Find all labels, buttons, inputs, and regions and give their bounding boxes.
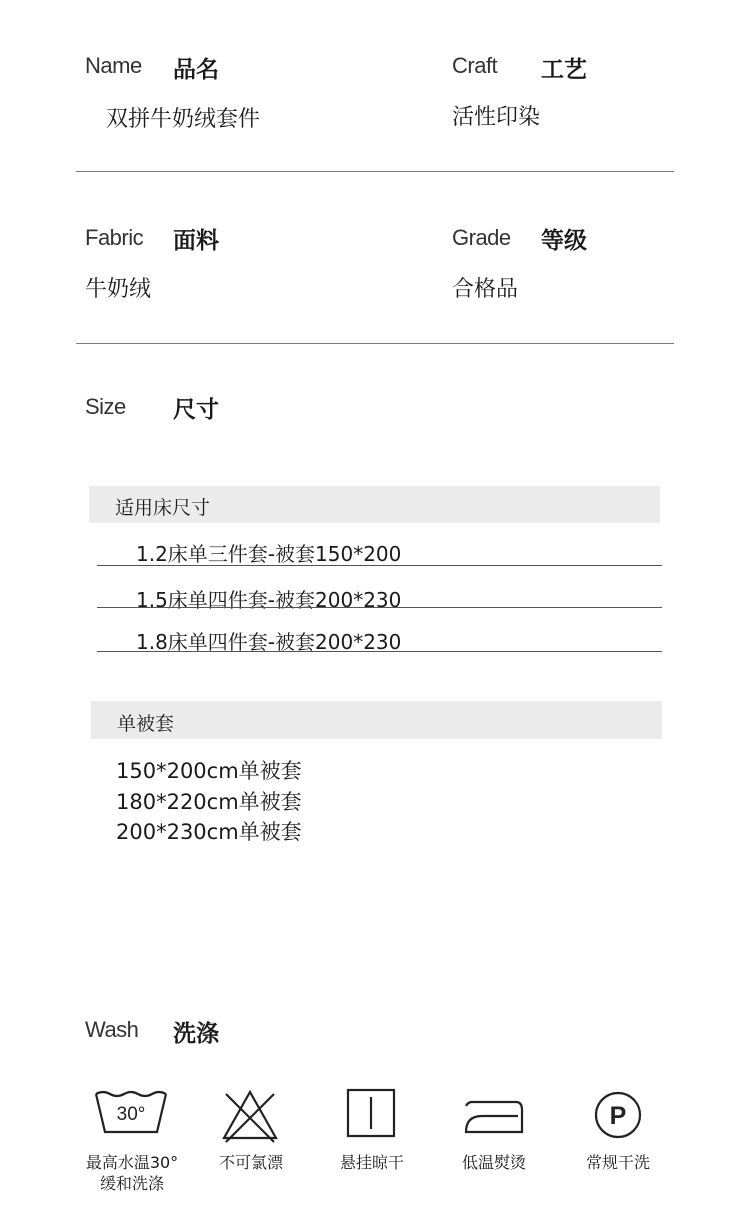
bed-size-header-bar bbox=[89, 486, 660, 523]
quilt-cover-header-bar bbox=[91, 701, 662, 739]
wash-temp-text: 30° bbox=[116, 1104, 146, 1125]
craft-label-cn: 工艺 bbox=[541, 57, 587, 83]
grade-value: 合格品 bbox=[452, 277, 519, 302]
table-row: 1.5床单四件套-被套200*230 bbox=[136, 588, 402, 612]
table-row: 1.8床单四件套-被套200*230 bbox=[136, 630, 402, 654]
dry-clean-letter: P bbox=[609, 1102, 627, 1130]
divider bbox=[76, 171, 674, 172]
divider bbox=[76, 343, 674, 344]
craft-value: 活性印染 bbox=[452, 105, 541, 130]
wash-30-icon bbox=[91, 1086, 171, 1146]
grade-label-en: Grade bbox=[452, 225, 511, 250]
iron-low-icon bbox=[454, 1086, 534, 1146]
wash-30-label bbox=[67, 1152, 197, 1194]
grade-label-cn: 等级 bbox=[541, 228, 587, 254]
row-divider bbox=[97, 651, 662, 652]
wash-label-en: Wash bbox=[85, 1017, 139, 1042]
quilt-cover-header: 单被套 bbox=[117, 713, 175, 735]
list-item: 180*220cm单被套 bbox=[116, 790, 302, 814]
list-item: 150*200cm单被套 bbox=[116, 759, 302, 783]
line-dry-label: 悬挂晾干 bbox=[339, 1153, 404, 1172]
bed-size-header: 适用床尺寸 bbox=[115, 497, 211, 519]
craft-label-en: Craft bbox=[452, 53, 498, 78]
no-bleach-icon bbox=[210, 1086, 290, 1146]
no-bleach-label: 不可氯漂 bbox=[218, 1153, 283, 1172]
name-label-en: Name bbox=[85, 53, 142, 78]
row-divider bbox=[97, 565, 662, 566]
name-label-cn: 品名 bbox=[173, 57, 219, 83]
wash-30-label-line2: 缓和洗涤 bbox=[99, 1174, 164, 1193]
iron-low-label: 低温熨烫 bbox=[461, 1153, 526, 1172]
row-divider bbox=[97, 607, 662, 608]
name-value: 双拼牛奶绒套件 bbox=[106, 107, 261, 132]
list-item: 200*230cm单被套 bbox=[116, 820, 302, 844]
fabric-label-en: Fabric bbox=[85, 225, 144, 250]
size-label-cn: 尺寸 bbox=[173, 397, 219, 423]
dry-clean-icon bbox=[578, 1086, 658, 1146]
wash-30-label-line1: 最高水温30° bbox=[85, 1153, 179, 1172]
wash-label-cn: 洗涤 bbox=[173, 1021, 219, 1047]
fabric-value: 牛奶绒 bbox=[85, 277, 152, 302]
table-row: 1.2床单三件套-被套150*200 bbox=[136, 542, 402, 566]
fabric-label-cn: 面料 bbox=[173, 228, 219, 254]
line-dry-icon bbox=[331, 1086, 411, 1146]
size-label-en: Size bbox=[85, 394, 126, 419]
dry-clean-label: 常规干洗 bbox=[585, 1153, 650, 1172]
